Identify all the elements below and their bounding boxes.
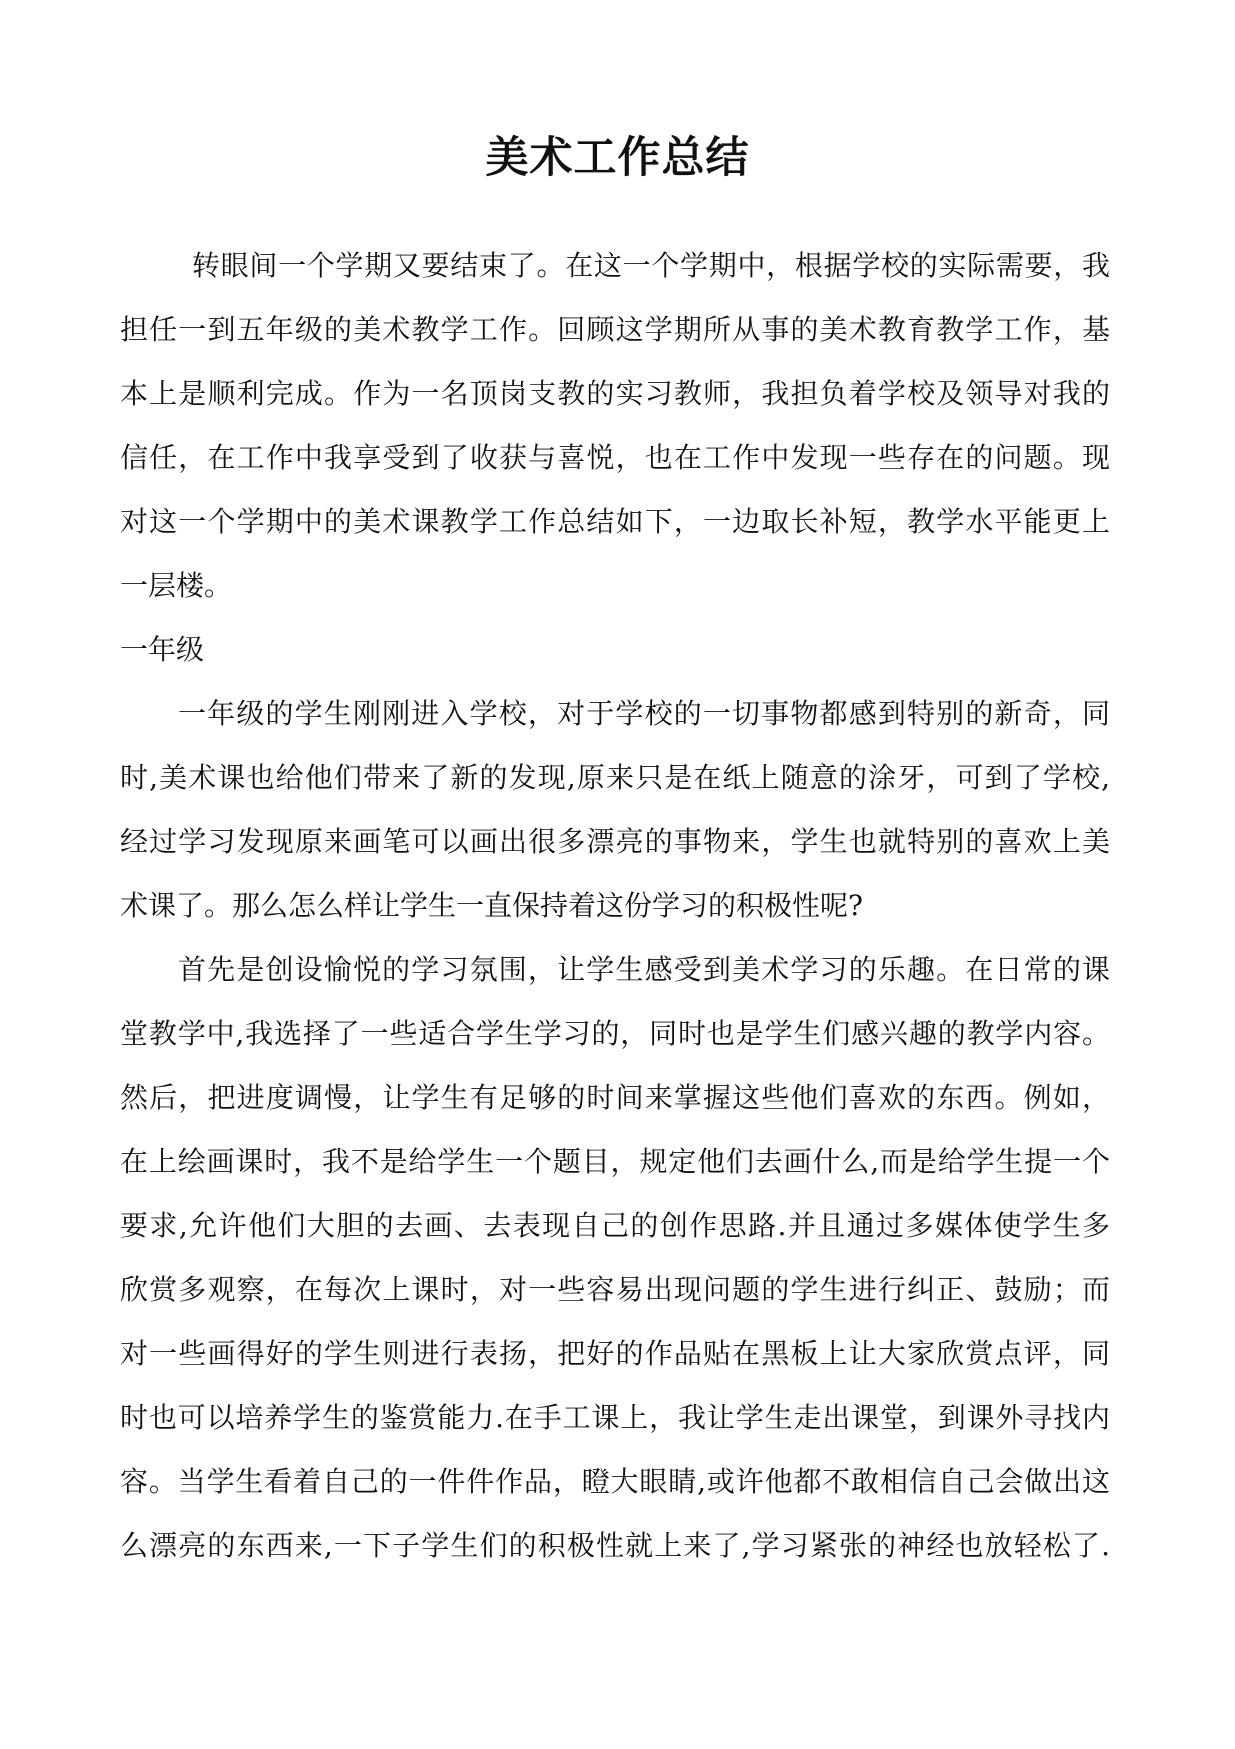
text-line: 对这一个学期中的美术课教学工作总结如下，一边取长补短，教学水平能更上 — [120, 505, 1110, 538]
text-line: 在上绘画课时，我不是给学生一个题目，规定他们去画什么,而是给学生提一个 — [120, 1145, 1110, 1178]
text-line: 时也可以培养学生的鉴赏能力.在手工课上，我让学生走出课堂，到课外寻找内 — [120, 1401, 1110, 1434]
text-line: 信任，在工作中我享受到了收获与喜悦，也在工作中发现一些存在的问题。现 — [120, 441, 1110, 474]
text-line: 本上是顺利完成。作为一名顶岗支教的实习教师，我担负着学校及领导对我的 — [120, 377, 1110, 410]
paragraph-grade-one-intro — [120, 682, 1110, 938]
text-line: 时,美术课也给他们带来了新的发现,原来只是在纸上随意的涂牙，可到了学校, — [120, 761, 1110, 794]
text-line: 然后，把进度调慢，让学生有足够的时间来掌握这些他们喜欢的东西。例如， — [120, 1081, 1110, 1114]
text-line: 欣赏多观察，在每次上课时，对一些容易出现问题的学生进行纠正、鼓励；而 — [120, 1273, 1110, 1306]
text-line: 要求,允许他们大胆的去画、去表现自己的创作思路.并且通过多媒体使学生多 — [120, 1209, 1110, 1242]
text-line: 转眼间一个学期又要结束了。在这一个学期中，根据学校的实际需要，我 — [192, 249, 1110, 282]
text-line: 一年级的学生刚刚进入学校，对于学校的一切事物都感到特别的新奇，同 — [178, 697, 1110, 730]
text-line: 术课了。那么怎么样让学生一直保持着这份学习的积极性呢? — [120, 889, 864, 922]
text-line: 么漂亮的东西来,一下子学生们的积极性就上来了,学习紧张的神经也放轻松了. — [120, 1529, 1110, 1562]
text-line: 首先是创设愉悦的学习氛围，让学生感受到美术学习的乐趣。在日常的课 — [178, 953, 1110, 986]
paragraph-intro — [120, 234, 1110, 618]
text-line: 经过学习发现原来画笔可以画出很多漂亮的事物来，学生也就特别的喜欢上美 — [120, 825, 1110, 858]
document-title: 美术工作总结 — [485, 133, 750, 183]
document-body — [120, 234, 1110, 1578]
text-line: 担任一到五年级的美术教学工作。回顾这学期所从事的美术教育教学工作，基 — [120, 313, 1110, 346]
text-line: 容。当学生看着自己的一件件作品，瞪大眼睛,或许他都不敢相信自己会做出这 — [120, 1465, 1110, 1498]
text-line: 一层楼。 — [120, 569, 233, 602]
text-line: 对一些画得好的学生则进行表扬，把好的作品贴在黑板上让大家欣赏点评，同 — [120, 1337, 1110, 1370]
text-line: 堂教学中,我选择了一些适合学生学习的，同时也是学生们感兴趣的教学内容。 — [120, 1017, 1110, 1050]
section-heading-grade-one — [120, 618, 1110, 682]
section-heading: 一年级 — [120, 633, 205, 666]
paragraph-atmosphere — [120, 938, 1110, 1578]
